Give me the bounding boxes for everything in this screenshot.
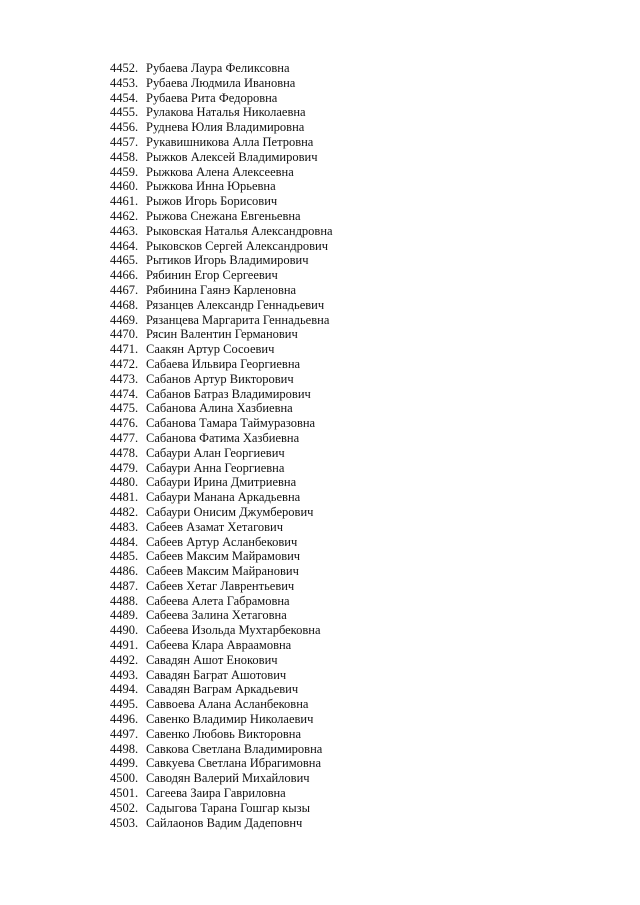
- list-item: [110, 490, 333, 505]
- entry-number: 4464.: [110, 238, 139, 253]
- entry-name: Рыжов Игорь Борисович: [146, 194, 278, 209]
- entry-number: 4462.: [110, 208, 139, 223]
- entry-number: 4483.: [110, 519, 139, 534]
- entry-name: Сабаури Онисим Джумберович: [146, 504, 314, 519]
- list-item: [110, 209, 333, 224]
- entry-name: Рыжова Снежана Евгеньевна: [146, 208, 301, 223]
- list-item: [110, 298, 333, 313]
- list-item: [110, 623, 333, 638]
- list-item: [110, 549, 333, 564]
- list-item: [110, 253, 333, 268]
- entry-name: Рясин Валентин Германович: [146, 327, 298, 342]
- entry-name: Сабанова Тамара Таймуразовна: [146, 416, 316, 431]
- list-item: [110, 342, 333, 357]
- entry-name: Савенко Любовь Викторовна: [146, 726, 302, 741]
- entry-number: 4457.: [110, 134, 139, 149]
- entry-name: Рукавишникова Алла Петровна: [146, 134, 314, 149]
- list-item: [110, 387, 333, 402]
- entry-number: 4481.: [110, 490, 139, 505]
- entry-name: Рязанцева Маргарита Геннадьевна: [146, 312, 330, 327]
- entry-name: Рубаева Лаура Феликсовна: [146, 61, 290, 75]
- entry-number: 4475.: [110, 401, 139, 416]
- entry-number: 4484.: [110, 534, 139, 549]
- entry-name: Сабаури Манана Аркадьевна: [146, 490, 301, 505]
- entry-number: 4500.: [110, 771, 139, 786]
- entry-number: 4479.: [110, 460, 139, 475]
- list-item: [110, 594, 333, 609]
- entry-number: 4460.: [110, 179, 139, 194]
- entry-name: Сабеева Изольда Мухтарбековна: [146, 623, 321, 638]
- list-item: [110, 91, 333, 106]
- entry-name: Савадян Ашот Енокович: [146, 652, 278, 667]
- entry-number: 4499.: [110, 756, 139, 771]
- list-item: [110, 608, 333, 623]
- entry-name: Савенко Владимир Николаевич: [146, 712, 314, 727]
- list-item: [110, 194, 333, 209]
- list-item: [110, 357, 333, 372]
- entry-name: Сабеева Алета Габрамовна: [146, 593, 290, 608]
- list-item: [110, 579, 333, 594]
- entry-name: Савкуева Светлана Ибрагимовна: [146, 756, 322, 771]
- entry-number: 4492.: [110, 652, 139, 667]
- entry-number: 4493.: [110, 667, 139, 682]
- list-item: [110, 120, 333, 135]
- entry-number: 4458.: [110, 149, 139, 164]
- list-item: [110, 165, 333, 180]
- list-item: [110, 283, 333, 298]
- entry-name: Сабаури Анна Георгиевна: [146, 460, 285, 475]
- entry-name: Сагеева Заира Гавриловна: [146, 786, 286, 801]
- entry-number: 4474.: [110, 386, 139, 401]
- entry-number: 4491.: [110, 638, 139, 653]
- entry-number: 4477.: [110, 430, 139, 445]
- list-item: [110, 727, 333, 742]
- entry-name: Сабанова Фатима Хазбиевна: [146, 430, 300, 445]
- list-item: [110, 135, 333, 150]
- list-item: [110, 475, 333, 490]
- entry-number: 4459.: [110, 164, 139, 179]
- entry-number: 4490.: [110, 623, 139, 638]
- list-item: [110, 446, 333, 461]
- entry-name: Сайлаонов Вадим Дадеповнч: [146, 815, 303, 830]
- entry-number: 4467.: [110, 282, 139, 297]
- entry-number: 4482.: [110, 504, 139, 519]
- list-item: [110, 786, 333, 801]
- list-item: [110, 712, 333, 727]
- entry-number: 4454.: [110, 90, 139, 105]
- entry-number: 4469.: [110, 312, 139, 327]
- list-item: [110, 653, 333, 668]
- entry-name: Сабеев Хетаг Лаврентьевич: [146, 578, 295, 593]
- entry-name: Сабеева Залина Хетаговна: [146, 608, 287, 623]
- entry-number: 4502.: [110, 800, 139, 815]
- entry-name: Рубаева Людмила Ивановна: [146, 75, 296, 90]
- entry-name: Рязанцев Александр Геннадьевич: [146, 297, 325, 312]
- entry-name: Рыжков Алексей Владимирович: [146, 149, 318, 164]
- entry-number: 4455.: [110, 105, 139, 120]
- entry-name: Сабеев Артур Асланбекович: [146, 534, 298, 549]
- list-item: [110, 61, 333, 76]
- entry-name: Сабанов Артур Викторович: [146, 371, 294, 386]
- entry-number: 4497.: [110, 726, 139, 741]
- list-item: [110, 105, 333, 120]
- entry-number: 4496.: [110, 712, 139, 727]
- entry-name: Саввоева Алана Асланбековна: [146, 697, 309, 712]
- entry-number: 4452.: [110, 61, 139, 75]
- list-item: [110, 682, 333, 697]
- name-list: [110, 61, 333, 830]
- entry-name: Рыковсков Сергей Александрович: [146, 238, 328, 253]
- list-item: [110, 327, 333, 342]
- entry-name: Сабанов Батраз Владимирович: [146, 386, 311, 401]
- list-item: [110, 416, 333, 431]
- entry-number: 4487.: [110, 578, 139, 593]
- entry-name: Рыжкова Инна Юрьевна: [146, 179, 276, 194]
- list-item: [110, 638, 333, 653]
- entry-name: Сабеев Максим Майранович: [146, 564, 299, 579]
- list-item: [110, 564, 333, 579]
- entry-name: Рытиков Игорь Владимирович: [146, 253, 309, 268]
- entry-name: Сабаева Ильвира Георгиевна: [146, 356, 301, 371]
- entry-name: Руднева Юлия Владимировна: [146, 120, 305, 135]
- list-item: [110, 505, 333, 520]
- list-item: [110, 150, 333, 165]
- entry-name: Рыжкова Алена Алексеевна: [146, 164, 294, 179]
- list-item: [110, 401, 333, 416]
- list-item: [110, 771, 333, 786]
- entry-number: 4486.: [110, 564, 139, 579]
- list-item: [110, 224, 333, 239]
- entry-name: Рыковская Наталья Александровна: [146, 223, 333, 238]
- list-item: [110, 520, 333, 535]
- entry-name: Сабеев Максим Майрамович: [146, 549, 301, 564]
- entry-number: 4494.: [110, 682, 139, 697]
- entry-number: 4472.: [110, 356, 139, 371]
- entry-number: 4476.: [110, 416, 139, 431]
- entry-name: Рубаева Рита Федоровна: [146, 90, 278, 105]
- entry-number: 4488.: [110, 593, 139, 608]
- list-item: [110, 697, 333, 712]
- entry-name: Савкова Светлана Владимировна: [146, 741, 323, 756]
- list-item: [110, 268, 333, 283]
- entry-number: 4453.: [110, 75, 139, 90]
- entry-number: 4473.: [110, 371, 139, 386]
- entry-name: Сабаури Ирина Дмитриевна: [146, 475, 297, 490]
- entry-number: 4456.: [110, 120, 139, 135]
- entry-name: Рябинина Гаянэ Карленовна: [146, 282, 297, 297]
- entry-number: 4463.: [110, 223, 139, 238]
- entry-number: 4478.: [110, 445, 139, 460]
- entry-number: 4466.: [110, 268, 139, 283]
- entry-number: 4461.: [110, 194, 139, 209]
- list-item: [110, 801, 333, 816]
- list-item: [110, 76, 333, 91]
- list-item: [110, 461, 333, 476]
- entry-name: Саакян Артур Сосоевич: [146, 342, 275, 357]
- entry-number: 4503.: [110, 815, 139, 830]
- list-item: [110, 535, 333, 550]
- list-item: [110, 431, 333, 446]
- entry-name: Саводян Валерий Михайлович: [146, 771, 310, 786]
- entry-name: Сабеев Азамат Хетагович: [146, 519, 284, 534]
- entry-name: Савадян Баграт Ашотович: [146, 667, 287, 682]
- entry-number: 4480.: [110, 475, 139, 490]
- entry-name: Рябинин Егор Сергеевич: [146, 268, 278, 283]
- list-item: [110, 742, 333, 757]
- entry-number: 4489.: [110, 608, 139, 623]
- entry-number: 4485.: [110, 549, 139, 564]
- entry-number: 4471.: [110, 342, 139, 357]
- entry-number: 4465.: [110, 253, 139, 268]
- entry-name: Рулакова Наталья Николаевна: [146, 105, 306, 120]
- list-item: [110, 816, 333, 831]
- entry-name: Сабаури Алан Георгиевич: [146, 445, 285, 460]
- entry-name: Сабанова Алина Хазбиевна: [146, 401, 293, 416]
- list-item: [110, 239, 333, 254]
- entry-name: Сабеева Клара Авраамовна: [146, 638, 292, 653]
- list-item: [110, 668, 333, 683]
- list-item: [110, 372, 333, 387]
- list-item: [110, 179, 333, 194]
- entry-name: Савадян Ваграм Аркадьевич: [146, 682, 299, 697]
- entry-number: 4468.: [110, 297, 139, 312]
- entry-number: 4501.: [110, 786, 139, 801]
- entry-name: Садыгова Тарана Гошгар кызы: [146, 800, 311, 815]
- list-item: [110, 756, 333, 771]
- entry-number: 4495.: [110, 697, 139, 712]
- list-item: [110, 313, 333, 328]
- entry-number: 4470.: [110, 327, 139, 342]
- entry-number: 4498.: [110, 741, 139, 756]
